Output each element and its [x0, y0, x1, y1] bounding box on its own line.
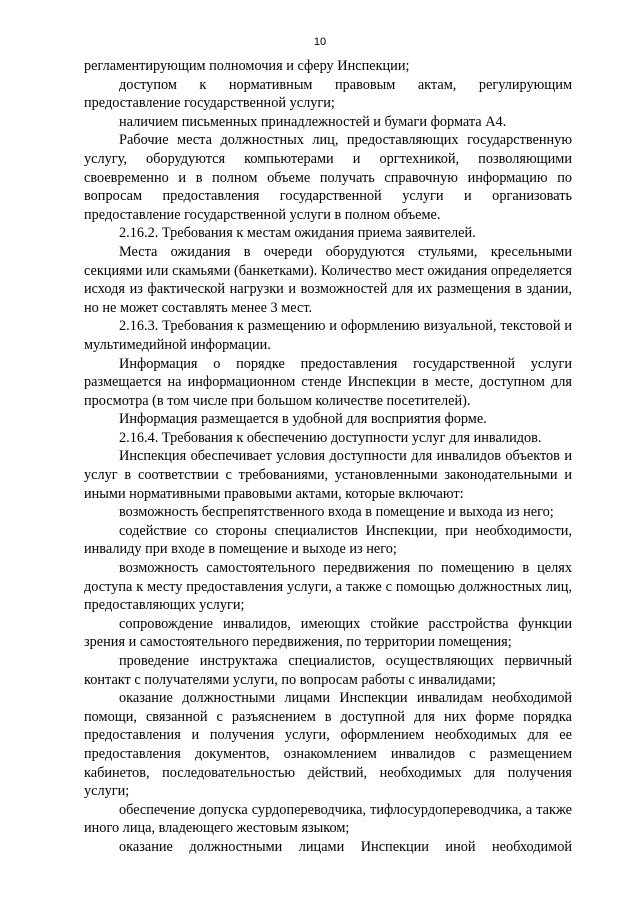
body-paragraph: Места ожидания в очереди оборудуются стульями, кресельными секциями или скамьями (банкетками). Количество мест ожидания определяется исходя из фактической нагрузки и возможностей для их размещения в здании, но не может составлять менее 3 мест.	[84, 243, 572, 316]
body-paragraph: 2.16.2. Требования к местам ожидания приема заявителей.	[119, 225, 476, 242]
body-paragraph: Информация о порядке предоставления государственной услуги размещается на информационном стенде Инспекции в месте, доступном для просмотра (в том числе при большом количестве посетителей).	[84, 355, 572, 409]
body-paragraph: 2.16.4. Требования к обеспечению доступности услуг для инвалидов.	[119, 429, 542, 446]
body-paragraph: 2.16.3. Требования к размещению и оформлению визуальной, текстовой и мультимедийной информации.	[84, 318, 572, 353]
body-paragraph: доступом к нормативным правовым актам, регулирующим предоставление государственной услуги;	[84, 76, 572, 112]
body-paragraph: регламентирующим полномочия и сферу Инспекции;	[84, 58, 410, 74]
document-body	[84, 57, 572, 857]
body-paragraph: Инспекция обеспечивает условия доступности для инвалидов объектов и услуг в соответствии с требованиями, установленными законодательными и иными нормативными правовыми актами, которые включают:	[84, 448, 572, 502]
body-paragraph: проведение инструктажа специалистов, осуществляющих первичный контакт с получателями услуги, по вопросам работы с инвалидами;	[84, 653, 572, 688]
body-paragraph: возможность беспрепятственного входа в помещение и выхода из него;	[119, 504, 554, 521]
body-paragraph: содействие со стороны специалистов Инспекции, при необходимости, инвалиду при входе в помещение и выходе из него;	[84, 522, 572, 558]
body-paragraph: сопровождение инвалидов, имеющих стойкие расстройства функции зрения и самостоятельного передвижения, по территории помещения;	[84, 615, 572, 651]
body-paragraph: наличием письменных принадлежностей и бумаги формата А4.	[119, 113, 507, 130]
page-number: 10	[313, 36, 327, 48]
body-paragraph: Рабочие места должностных лиц, предоставляющих государственную услугу, оборудуются компьютерами и оргтехникой, позволяющими своевременно и в полном объеме получать справочную информацию по вопросам предоставления государственной услуги и организовать предоставление государственной услуги в полном объеме.	[84, 132, 572, 223]
body-paragraph: оказание должностными лицами Инспекции инвалидам необходимой помощи, связанной с разъяснением в доступной для них форме порядка предоставления и получения услуги, оформлением необходимых для ее предоставления документов, ознакомлением инвалидов с размещением кабинетов, последовательностью действий, необходимых для получения услуги;	[84, 690, 572, 800]
body-paragraph: обеспечение допуска сурдопереводчика, тифлосурдопереводчика, а также иного лица, владеющего жестовым языком;	[84, 801, 572, 837]
body-paragraph: оказание должностными лицами Инспекции иной необходимой	[119, 838, 572, 855]
body-paragraph: Информация размещается в удобной для восприятия форме.	[119, 411, 487, 428]
body-paragraph: возможность самостоятельного передвижения по помещению в целях доступа к месту предоставления услуги, а также с помощью должностных лиц, предоставляющих услуги;	[84, 560, 572, 614]
